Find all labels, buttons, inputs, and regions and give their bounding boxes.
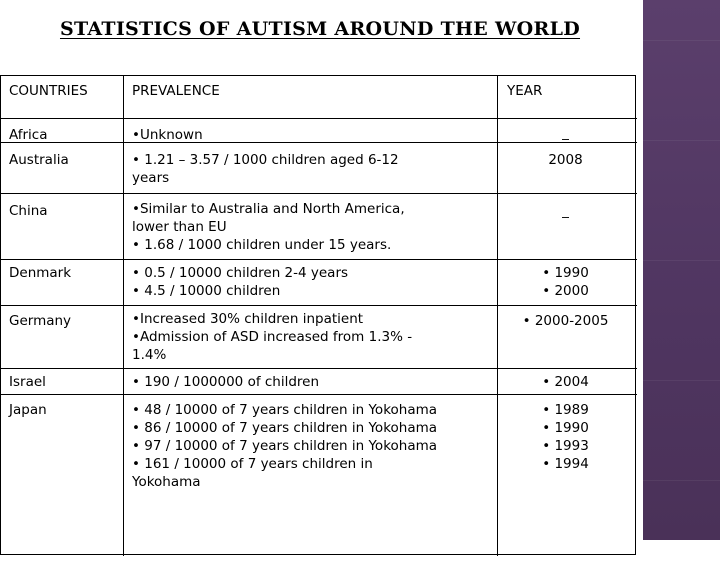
sidebar-stripe <box>643 480 720 481</box>
prevalence-line: • 97 / 10000 of 7 years children in Yokohama <box>132 438 438 454</box>
table-header-row <box>1 76 637 119</box>
sidebar-stripe <box>643 40 720 41</box>
prevalence-cell <box>132 310 497 364</box>
table-row <box>1 143 637 194</box>
prevalence-line: • 0.5 / 10000 children 2-4 years <box>132 265 349 281</box>
sidebar-stripe <box>643 380 720 381</box>
year-cell <box>498 264 633 300</box>
prevalence-line: • 161 / 10000 of 7 years children in <box>132 456 373 472</box>
year-cell <box>498 202 633 220</box>
autism-statistics-table <box>0 75 636 555</box>
year-line: _ <box>562 203 569 219</box>
country-cell: Germany <box>9 313 72 329</box>
table-row <box>1 194 637 260</box>
prevalence-line: • 4.5 / 10000 children <box>132 283 281 299</box>
prevalence-line: •Similar to Australia and North America, <box>132 201 405 217</box>
prevalence-cell <box>132 401 497 491</box>
sidebar-stripe <box>643 260 720 261</box>
year-cell <box>498 312 633 330</box>
prevalence-line: •Admission of ASD increased from 1.3% - <box>132 329 413 345</box>
decorative-sidebar <box>643 0 720 540</box>
year-cell <box>498 401 633 473</box>
prevalence-line: • 86 / 10000 of 7 years children in Yokohama <box>132 420 438 436</box>
year-line: 2008 <box>548 152 583 168</box>
year-cell <box>498 373 633 391</box>
year-line: • 1993 <box>542 438 589 454</box>
column-divider <box>497 118 498 556</box>
year-line: • 1989 <box>542 402 589 418</box>
prevalence-line: •Increased 30% children inpatient <box>132 311 364 327</box>
prevalence-line: Yokohama <box>132 474 201 490</box>
year-cell <box>498 124 633 142</box>
table-row <box>1 118 637 143</box>
prevalence-cell <box>132 264 497 300</box>
prevalence-line: lower than EU <box>132 219 227 235</box>
year-line: • 1994 <box>542 456 589 472</box>
year-line: • 2000 <box>542 283 589 299</box>
prevalence-line: • 1.68 / 1000 children under 15 years. <box>132 237 392 253</box>
year-cell <box>498 151 633 169</box>
prevalence-line: • 48 / 10000 of 7 years children in Yokohama <box>132 402 438 418</box>
year-line: • 2000-2005 <box>522 313 609 329</box>
table-row <box>1 306 637 369</box>
year-line: • 1990 <box>542 420 589 436</box>
country-cell: China <box>9 203 48 219</box>
prevalence-line: 1.4% <box>132 347 167 363</box>
prevalence-cell <box>132 126 497 144</box>
sidebar-stripe <box>643 140 720 141</box>
year-line: _ <box>562 125 569 141</box>
page-title: STATISTICS OF AUTISM AROUND THE WORLD <box>59 18 581 40</box>
prevalence-cell <box>132 151 497 187</box>
prevalence-line: years <box>132 170 170 186</box>
year-line: • 1990 <box>542 265 589 281</box>
table-row <box>1 369 637 395</box>
header-year: YEAR <box>507 83 543 99</box>
prevalence-line: •Unknown <box>132 127 203 143</box>
table-row <box>1 260 637 306</box>
prevalence-cell <box>132 200 497 254</box>
prevalence-cell <box>132 373 497 391</box>
prevalence-line: • 1.21 – 3.57 / 1000 children aged 6-12 <box>132 152 399 168</box>
header-prevalence: PREVALENCE <box>132 83 220 99</box>
year-line: • 2004 <box>542 374 589 390</box>
country-cell: Africa <box>9 127 48 143</box>
country-cell: Israel <box>9 374 46 390</box>
country-cell: Australia <box>9 152 69 168</box>
country-cell: Denmark <box>9 265 72 281</box>
prevalence-line: • 190 / 1000000 of children <box>132 374 320 390</box>
header-countries: COUNTRIES <box>9 83 88 99</box>
country-cell: Japan <box>9 402 47 418</box>
